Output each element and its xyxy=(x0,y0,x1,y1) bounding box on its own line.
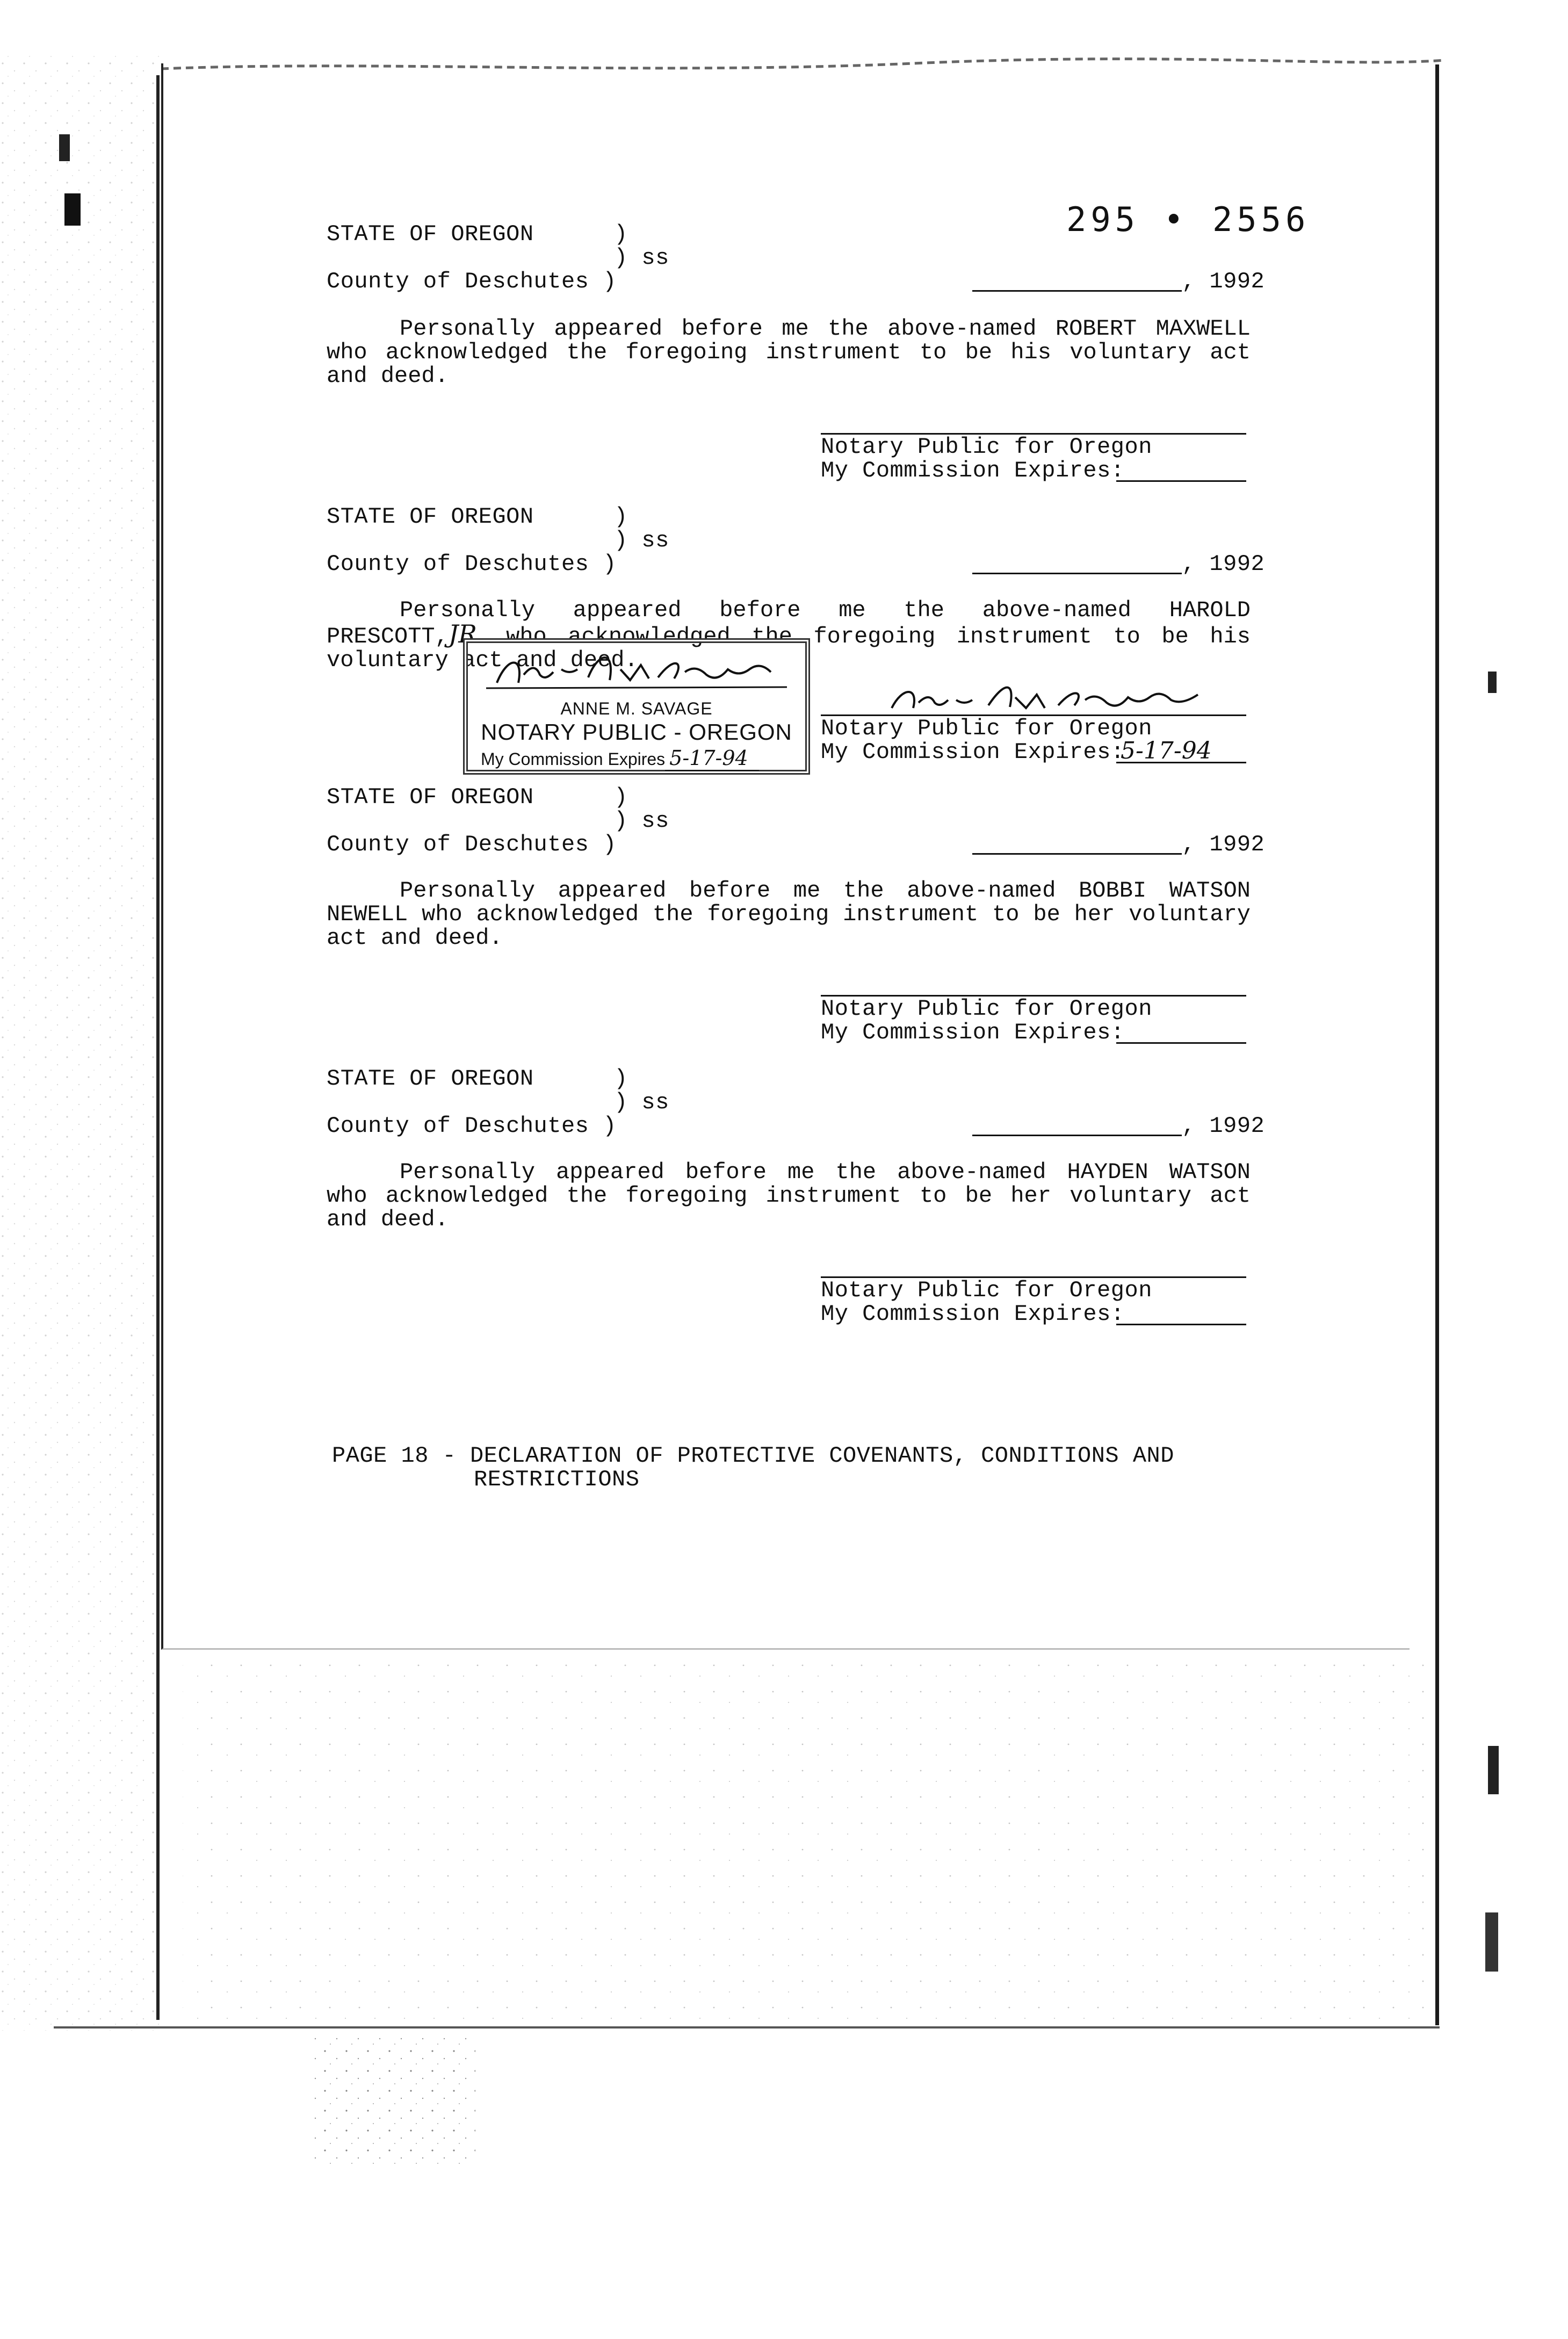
county-label: County of Deschutes ) xyxy=(327,832,617,857)
commission-date-handwritten: 5-17-94 xyxy=(1121,737,1212,764)
ss-mark: ) ss xyxy=(614,245,669,271)
state-label: STATE OF OREGON xyxy=(327,784,534,810)
date-year: , 1992 xyxy=(1182,832,1265,857)
commission-label: My Commission Expires: xyxy=(821,1020,1125,1045)
county-label: County of Deschutes ) xyxy=(327,551,617,577)
date-blank xyxy=(972,853,1182,855)
state-label: STATE OF OREGON xyxy=(327,1066,534,1092)
page-edge-left xyxy=(156,75,160,2020)
notary-title: Notary Public for Oregon xyxy=(821,1277,1152,1303)
commission-blank xyxy=(1116,762,1246,763)
stamp-signature xyxy=(465,640,808,694)
commission-label: My Commission Expires: xyxy=(821,458,1125,483)
notary-signature xyxy=(881,681,1246,719)
bracket: ) xyxy=(614,221,628,247)
date-blank xyxy=(972,573,1182,574)
county-label: County of Deschutes ) xyxy=(327,269,617,294)
stamp-expiration: My Commission Expires 5-17-94 xyxy=(481,746,759,771)
commission-blank xyxy=(1116,1324,1246,1325)
page-edge-bottom xyxy=(54,2026,1440,2028)
commission-blank xyxy=(1116,480,1246,482)
page-footer-line1: PAGE 18 - DECLARATION OF PROTECTIVE COVENANTS, CONDITIONS AND xyxy=(332,1443,1174,1469)
acknowledgment-text: Personally appeared before me the above-named HAROLD PRESCOTT,JR. who acknowledged the foregoing instrument to be his voluntary act and deed. xyxy=(327,597,1251,673)
date-year: , 1992 xyxy=(1182,269,1265,294)
date-year: , 1992 xyxy=(1182,1113,1265,1139)
date-blank xyxy=(972,290,1182,292)
date-year: , 1992 xyxy=(1182,551,1265,577)
state-label: STATE OF OREGON xyxy=(327,504,534,530)
notary-stamp xyxy=(463,638,810,775)
county-label: County of Deschutes ) xyxy=(327,1113,617,1139)
bracket: ) xyxy=(614,784,628,810)
ss-mark: ) ss xyxy=(614,1089,669,1115)
notary-title: Notary Public for Oregon xyxy=(821,716,1152,741)
bracket: ) xyxy=(614,504,628,530)
page-footer-line2: RESTRICTIONS xyxy=(474,1467,640,1492)
notary-title: Notary Public for Oregon xyxy=(821,996,1152,1022)
acknowledgment-text: Personally appeared before me the above-named ROBERT MAXWELL who acknowledged the foregoing instrument to be his voluntary act and deed. xyxy=(327,316,1251,389)
acknowledgment-text: Personally appeared before me the above-named BOBBI WATSON NEWELL who acknowledged the foregoing instrument to be her voluntary act and deed. xyxy=(327,878,1251,951)
notary-title: Notary Public for Oregon xyxy=(821,434,1152,460)
ss-mark: ) ss xyxy=(614,528,669,553)
recording-number: 295 • 2556 xyxy=(1066,200,1310,239)
handwritten-suffix: JR. xyxy=(448,619,485,648)
commission-label: My Commission Expires: xyxy=(821,739,1125,765)
commission-label: My Commission Expires: xyxy=(821,1301,1125,1327)
date-blank xyxy=(972,1135,1182,1136)
stamp-name: ANNE M. SAVAGE xyxy=(560,699,713,718)
bracket: ) xyxy=(614,1066,628,1092)
commission-blank xyxy=(1116,1042,1246,1044)
ss-mark: ) ss xyxy=(614,808,669,834)
page-edge-right xyxy=(1435,64,1439,2025)
stamp-title: NOTARY PUBLIC - OREGON xyxy=(481,719,792,745)
state-label: STATE OF OREGON xyxy=(327,221,534,247)
acknowledgment-text: Personally appeared before me the above-named HAYDEN WATSON who acknowledged the foregoing instrument to be her voluntary act and deed. xyxy=(327,1159,1251,1232)
